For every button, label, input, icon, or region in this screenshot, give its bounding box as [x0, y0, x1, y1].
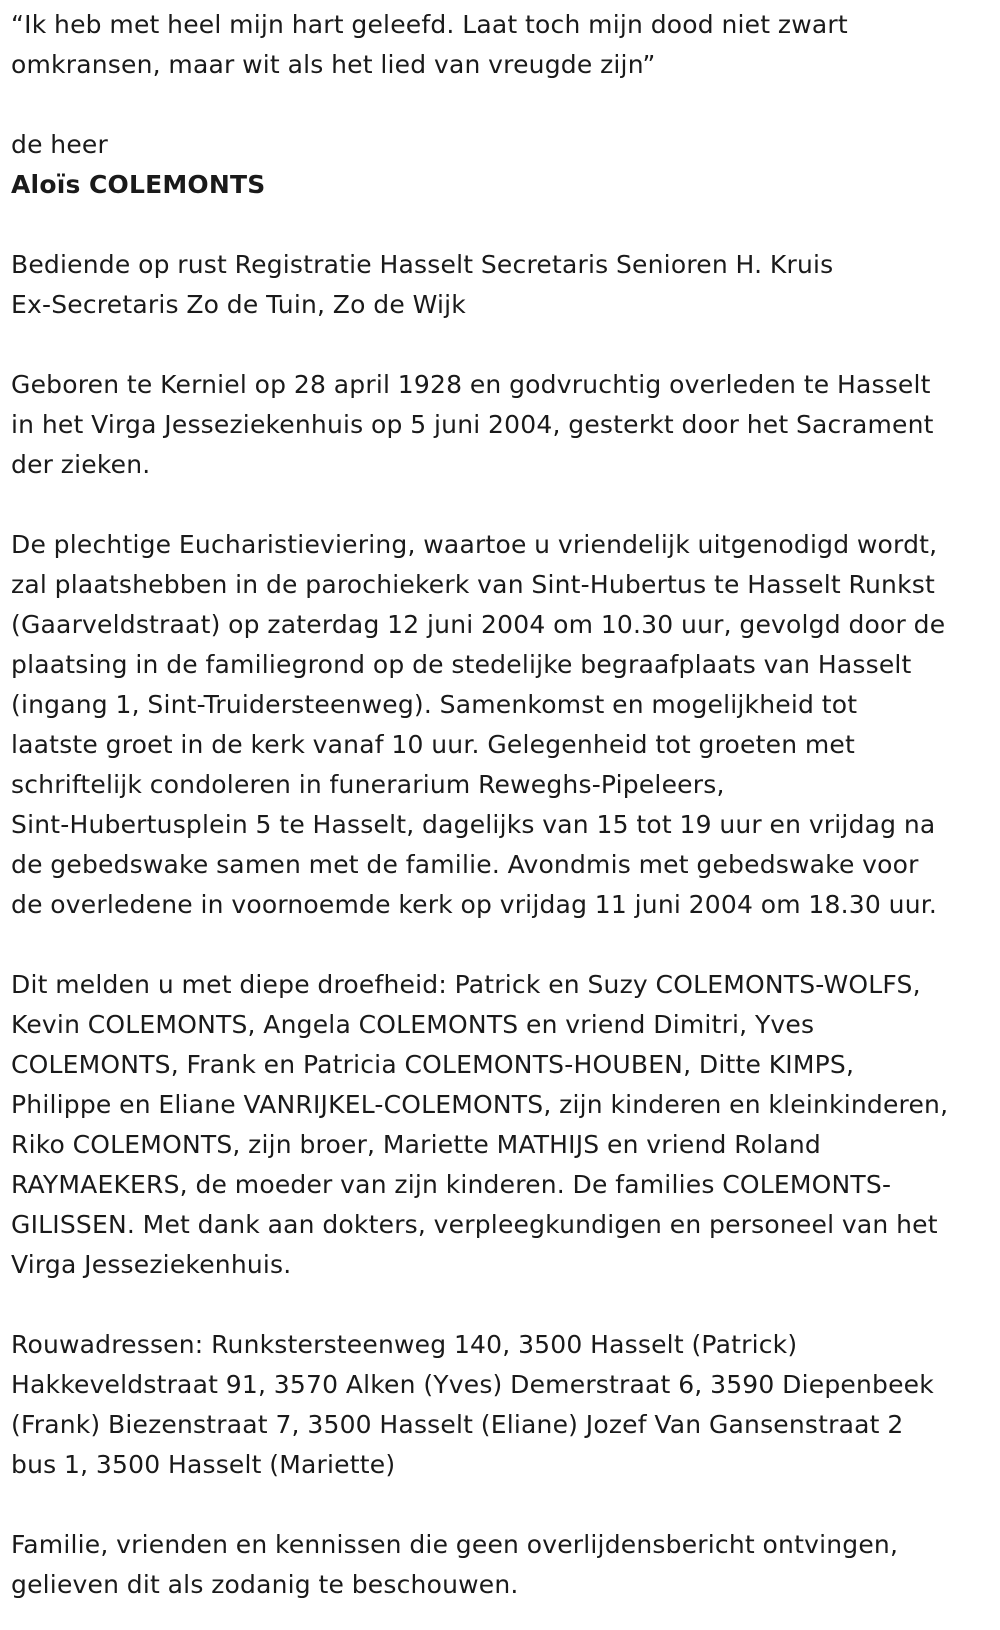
- spacer: [11, 485, 986, 525]
- opening-quote: “Ik heb met heel mijn hart geleefd. Laat toch mijn dood niet zwart omkransen, maar wit als het lied van vreugde zijn”: [11, 10, 848, 79]
- closing-paragraph: Familie, vrienden en kennissen die geen overlijdensbericht ontvingen, gelieven dit als zodanig te beschouwen.: [11, 1530, 899, 1599]
- birth-death-paragraph: Geboren te Kerniel op 28 april 1928 en godvruchtig overleden te Hasselt in het Virga Jesseziekenhuis op 5 juni 2004, gesterkt door het Sacrament der zieken.: [11, 370, 934, 479]
- family-announcement-paragraph: Dit melden u met diepe droefheid: Patrick en Suzy COLEMONTS-WOLFS, Kevin COLEMONTS, Angela COLEMONTS en vriend Dimitri, Yves COLEMONTS, Frank en Patricia COLEMONTS-HOUBEN, Ditte KIMPS, Philippe en Eliane VANRIJKEL-COLEMONTS, zijn kinderen en kleinkinderen, Riko COLEMONTS, zijn broer, Mariette MATHIJS en vriend Roland RAYMAEKERS, de moeder van zijn kinderen. De families COLEMONTS- GILISSEN. Met dank aan dokters, verpleegkundigen en personeel van het Virga Jesseziekenhuis.: [11, 970, 949, 1279]
- spacer: [11, 1485, 986, 1525]
- spacer: [11, 1285, 986, 1325]
- ceremony-paragraph: De plechtige Eucharistieviering, waartoe u vriendelijk uitgenodigd wordt, zal plaatshebben in de parochiekerk van Sint-Hubertus te Hasselt Runkst (Gaarveldstraat) op zaterdag 12 juni 2004 om 10.30 uur, gevolgd door de plaatsing in de familiegrond op de stedelijke begraafplaats van Hasselt (ingang 1, Sint-Truidersteenweg). Samenkomst en mogelijkheid tot laatste groet in de kerk vanaf 10 uur. Gelegenheid tot groeten met schriftelijk condoleren in funerarium Reweghs-Pipeleers, Sint-Hubertusplein 5 te Hasselt, dagelijks van 15 tot 19 uur en vrijdag na de gebedswake samen met de familie. Avondmis met gebedswake voor de overledene in voornoemde kerk op vrijdag 11 juni 2004 om 18.30 uur.: [11, 530, 946, 919]
- spacer: [11, 205, 986, 245]
- salutation: de heer: [11, 130, 108, 159]
- spacer: [11, 325, 986, 365]
- mourning-addresses-paragraph: Rouwadressen: Runkstersteenweg 140, 3500 Hasselt (Patrick) Hakkeveldstraat 91, 3570 Alken (Yves) Demerstraat 6, 3590 Diepenbeek (Frank) Biezenstraat 7, 3500 Hasselt (Eliane) Jozef Van Gansenstraat 2 bus 1, 3500 Hasselt (Mariette): [11, 1330, 934, 1479]
- occupation-paragraph: Bediende op rust Registratie Hasselt Secretaris Senioren H. Kruis Ex-Secretaris Zo de Tuin, Zo de Wijk: [11, 250, 834, 319]
- spacer: [11, 85, 986, 125]
- spacer: [11, 925, 986, 965]
- deceased-name: Aloïs COLEMONTS: [11, 170, 266, 199]
- obituary-notice: [11, 5, 986, 1605]
